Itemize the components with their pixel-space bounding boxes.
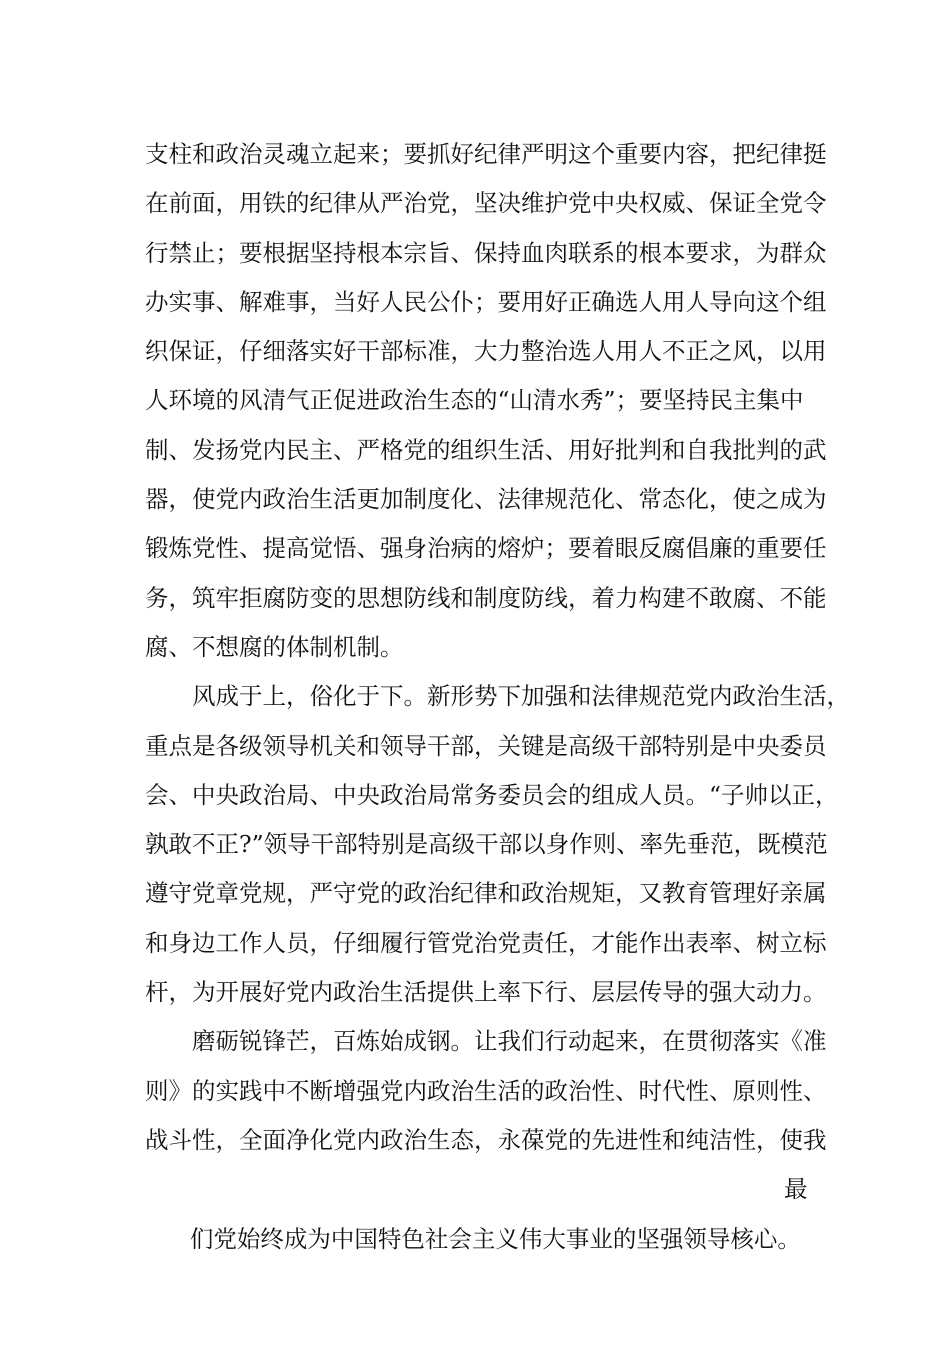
paragraph-start-line: 风成于上，俗化于下。新形势下加强和法律规范党内政治生活， [192,682,850,711]
text-line: 遵守党章党规，严守党的政治纪律和政治规矩，又教育管理好亲属 [145,879,827,908]
text-line: 孰敢不正?”领导干部特别是高级干部以身作则、率先垂范，既模范 [145,830,828,859]
text-line: 支柱和政治灵魂立起来；要抓好纪律严明这个重要内容，把纪律挺 [145,140,827,168]
paragraph-start-line: 磨砺锐锋芒，百炼始成钢。让我们行动起来，在贯彻落实《准 [192,1027,827,1056]
last-line-text: 们党始终成为中国特色社会主义伟大事业的坚强领导核心。 [189,1224,801,1253]
text-line: 织保证，仔细落实好干部标准，大力整治选人用人不正之风，以用 [145,337,827,366]
text-line: 会、中央政治局、中央政治局常务委员会的组成人员。“子帅以正， [145,780,839,809]
text-line: 器，使党内政治生活更加制度化、法律规范化、常态化，使之成为 [145,485,827,514]
last-text-line [145,1165,825,1253]
text-line: 务，筑牢拒腐防变的思想防线和制度防线，着力构建不敢腐、不能 [145,583,827,612]
text-line: 和身边工作人员，仔细履行管党治党责任，才能作出表率、树立标 [145,928,827,957]
trailing-word: 最 [784,1175,808,1204]
text-line: 腐、不想腐的体制机制。 [145,632,404,661]
body-text [145,130,850,1253]
text-line: 战斗性，全面净化党内政治生态，永葆党的先进性和纯洁性，使我 [145,1125,827,1154]
text-line: 行禁止；要根据坚持根本宗旨、保持血肉联系的根本要求，为群众 [145,238,827,267]
text-line: 重点是各级领导机关和领导干部，关键是高级干部特别是中央委员 [145,731,827,760]
text-line: 在前面，用铁的纪律从严治党，坚决维护党中央权威、保证全党令 [145,189,827,218]
text-line: 办实事、解难事，当好人民公仆；要用好正确选人用人导向这个组 [145,287,827,316]
text-line: 杆，为开展好党内政治生活提供上率下行、层层传导的强大动力。 [145,978,827,1007]
text-line: 则》的实践中不断增强党内政治生活的政治性、时代性、原则性、 [145,1076,827,1105]
text-line: 锻炼党性、提高觉悟、强身治病的熔炉；要着眼反腐倡廉的重要任 [145,534,827,563]
text-line: 制、发扬党内民主、严格党的组织生活、用好批判和自我批判的武 [145,435,827,464]
text-line: 人环境的风清气正促进政治生态的“山清水秀”；要坚持民主集中 [145,386,804,415]
